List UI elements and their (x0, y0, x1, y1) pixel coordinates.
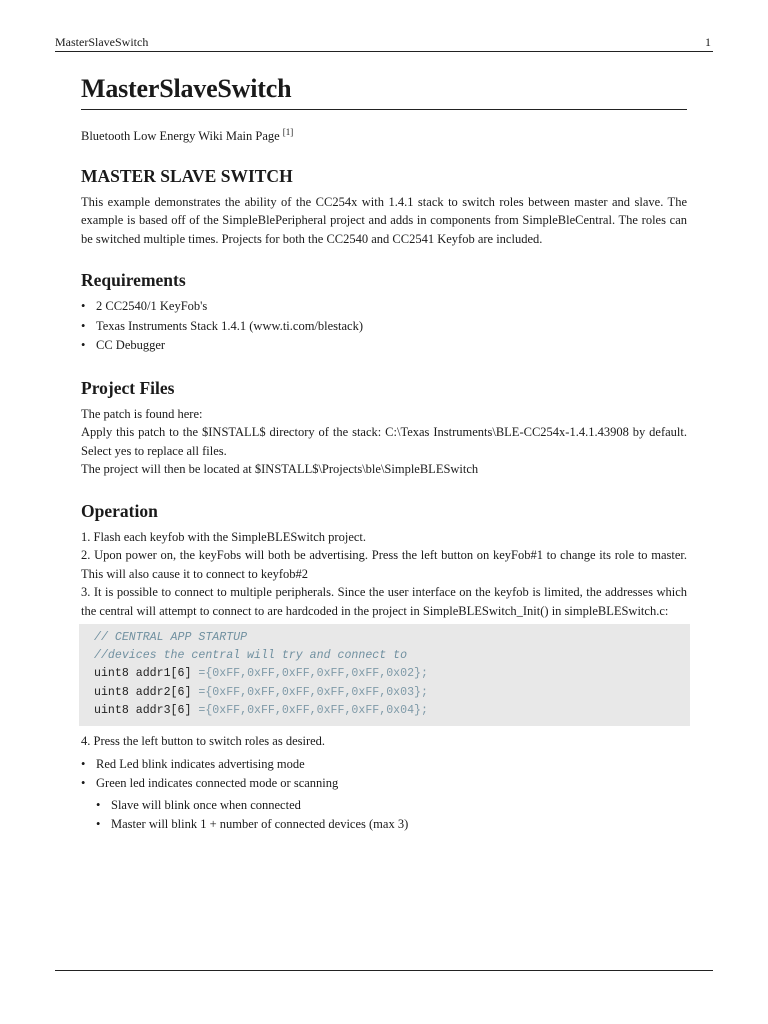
operation-step-1: 1. Flash each keyfob with the SimpleBLESwitch project. (81, 529, 367, 544)
code-line: uint8 addr3[6] ={0xFF,0xFF,0xFF,0xFF,0xFF,0x04}; (94, 703, 428, 717)
heading-operation: Operation (81, 500, 158, 521)
operation-sub-list (96, 796, 687, 835)
footer-rule (55, 970, 713, 971)
project-files-line-2: Apply this patch to the $INSTALL$ directory of the stack: C:\Texas Instruments\BLE-CC254x-1.4.1.43908 by default. Select yes to replace all files. (81, 425, 687, 458)
heading-project-files: Project Files (81, 377, 175, 398)
project-files-line-3: The project will then be located at $INSTALL$\Projects\ble\SimpleBLESwitch (81, 462, 479, 476)
page-content (81, 70, 687, 835)
code-comment: //devices the central will try and connect to (94, 649, 408, 663)
operation-step-3: 3. It is possible to connect to multiple peripherals. Since the user interface on the keyfob is limited, the addresses which the central will attempt to connect to are hardcoded in the project in SimpleBLESwitch_Init() in simpleBLESwitch.c: (81, 585, 687, 618)
code-comment: // CENTRAL APP STARTUP (94, 631, 248, 644)
operation-step-2: 2. Upon power on, the keyFobs will both be advertising. Press the left button on keyFob#1 to change its role to master. This will also cause it to connect to keyfob#2 (81, 548, 687, 581)
list-item: • Texas Instruments Stack 1.4.1 (www.ti.com/blestack) (81, 317, 687, 337)
reference-marker[interactable]: [1] (282, 127, 294, 137)
list-item: • 2 CC2540/1 KeyFob's (81, 297, 687, 317)
project-files-line-1: The patch is found here: (81, 406, 203, 421)
subtitle-link[interactable]: Bluetooth Low Energy Wiki Main Page (81, 129, 283, 143)
page-number: 1 (705, 35, 711, 49)
heading-master-slave-switch: MASTER SLAVE SWITCH (81, 165, 293, 186)
list-item: • CC Debugger (81, 336, 687, 356)
code-line: uint8 addr2[6] ={0xFF,0xFF,0xFF,0xFF,0xFF,0x03}; (94, 685, 428, 699)
list-item: • Slave will blink once when connected (96, 796, 687, 816)
code-line: uint8 addr1[6] ={0xFF,0xFF,0xFF,0xFF,0xFF,0x02}; (94, 667, 428, 681)
intro-paragraph: This example demonstrates the ability of the CC254x with 1.4.1 stack to switch roles between master and slave. The example is based off of the SimpleBlePeripheral project and adds in components from SimpleBleCentral. The roles can be switched multiple times. Projects for both the CC2540 and CC2541 Keyfob are included. (81, 194, 687, 246)
heading-requirements: Requirements (81, 270, 186, 290)
list-item: • Red Led blink indicates advertising mode (81, 755, 687, 775)
page-title: MasterSlaveSwitch (81, 70, 687, 110)
subtitle (81, 123, 687, 146)
running-header (55, 35, 713, 52)
operation-list (81, 755, 687, 794)
list-item: • Green led indicates connected mode or scanning (81, 774, 687, 794)
requirements-list (81, 297, 687, 356)
operation-step-4: 4. Press the left button to switch roles as desired. (81, 734, 326, 749)
running-title: MasterSlaveSwitch (55, 35, 149, 49)
code-block (79, 624, 690, 726)
list-item: • Master will blink 1 + number of connected devices (max 3) (96, 815, 687, 835)
